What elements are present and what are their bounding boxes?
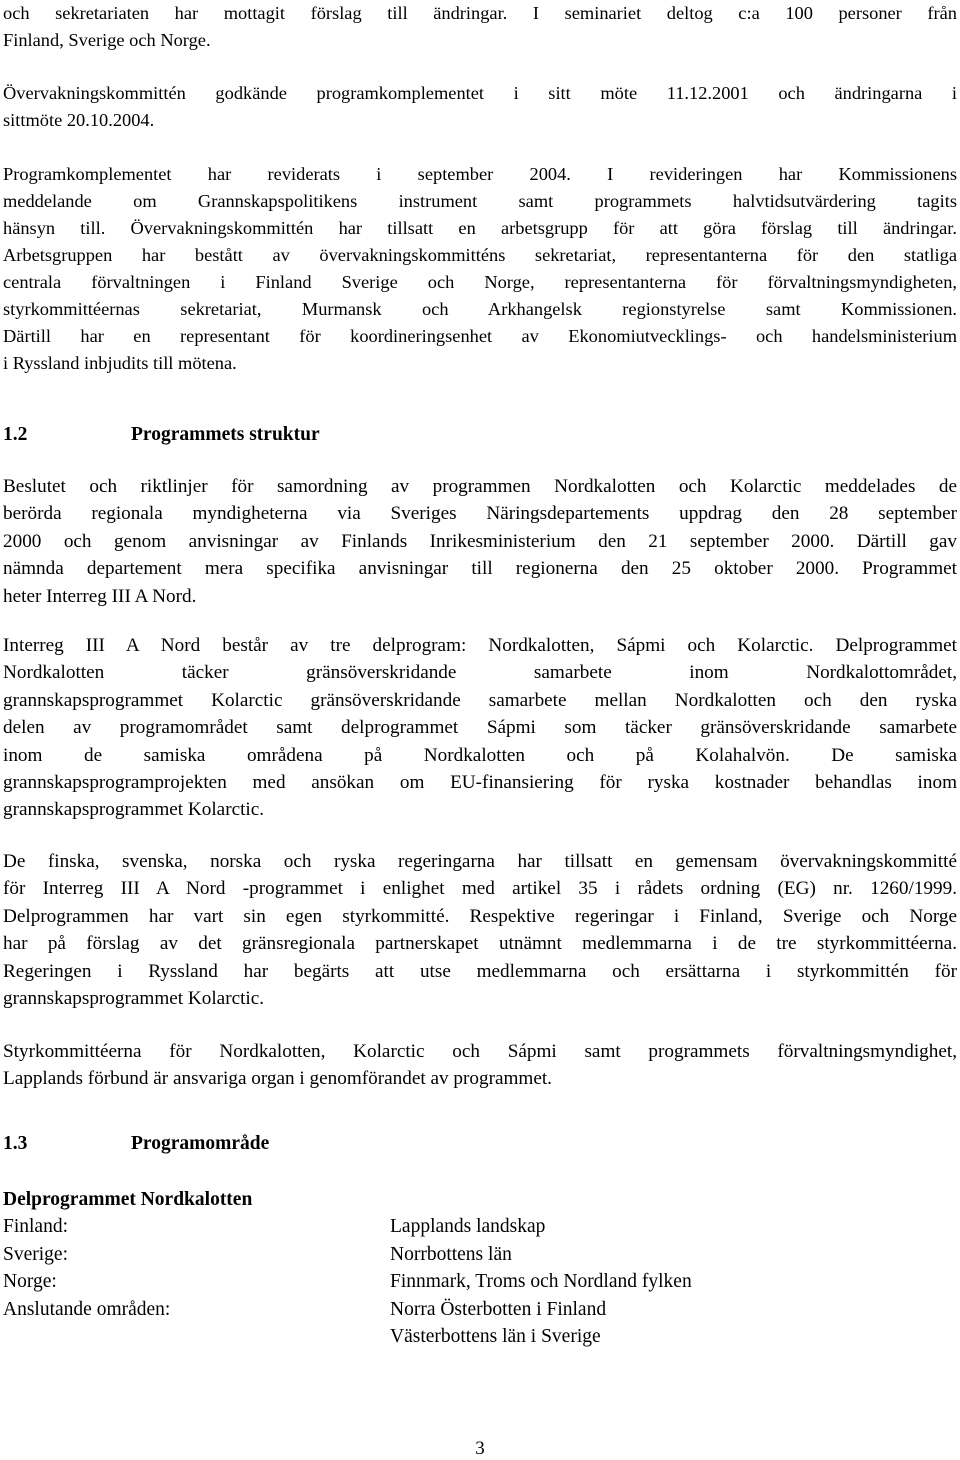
paragraph-seminar — [3, 0, 957, 54]
text-line: berörda regionala myndigheterna via Sveriges Näringsdepartements uppdrag den 28 september — [3, 503, 957, 525]
text-line: Lapplands förbund är ansvariga organ i genomförandet av programmet. — [3, 1068, 552, 1090]
section-number: 1.2 — [3, 424, 28, 445]
table-subheading: Delprogrammet Nordkalotten — [3, 1189, 253, 1210]
text-line: 2000 och genom anvisningar av Finlands Inrikesministerium den 21 september 2000. Därtill gav — [3, 530, 957, 552]
text-line: Interreg III A Nord består av tre delprogram: Nordkalotten, Sápmi och Kolarctic. Delprogrammet — [3, 635, 957, 656]
text-line: har på förslag av det gränsregionala partnerskapet utnämnt medlemmarna i de tre styrkommittéerna. — [3, 933, 957, 955]
region-label: Sverige: — [3, 1243, 68, 1265]
region-value: Västerbottens län i Sverige — [390, 1326, 601, 1348]
text-line: styrkommittéernas sekretariat, Murmansk och Arkhangelsk regionstyrelse samt Kommissionen. — [3, 299, 957, 319]
text-line: delen av programområdet samt delprogrammet Sápmi som täcker gränsöverskridande samarbete — [3, 717, 957, 739]
paragraph-revision — [3, 161, 957, 377]
text-line: för Interreg III A Nord -programmet i enlighet med artikel 35 i rådets ordning (EG) nr. 1260/1999. — [3, 878, 957, 900]
text-line: Beslutet och riktlinjer för samordning av programmen Nordkalotten och Kolarctic meddelades de — [3, 476, 957, 497]
section-title: Programområde — [131, 1133, 270, 1154]
text-line: Styrkommittéerna för Nordkalotten, Kolarctic och Sápmi samt programmets förvaltningsmyndighet, — [3, 1041, 957, 1062]
text-line: Nordkalotten täcker gränsöverskridande samarbete inom Nordkalottområdet, — [3, 662, 957, 684]
paragraph-subprograms — [3, 632, 957, 824]
table-row — [3, 1213, 763, 1240]
region-label: Anslutande områden: — [3, 1298, 171, 1320]
text-line: Övervakningskommittén godkände programkomplementet i sitt möte 11.12.2001 och ändringarna i — [3, 83, 957, 103]
region-value: Lapplands landskap — [390, 1216, 546, 1238]
text-line: Finland, Sverige och Norge. — [3, 30, 211, 50]
text-line: centrala förvaltningen i Finland Sverige och Norge, representanterna för förvaltningsmyndigheten, — [3, 272, 957, 292]
text-line: Delprogrammen har vart sin egen styrkommitté. Respektive regeringar i Finland, Sverige och Norge — [3, 905, 957, 927]
paragraph-committees — [3, 848, 957, 1012]
region-value: Norrbottens län — [390, 1243, 512, 1265]
paragraph-decision — [3, 473, 957, 610]
text-line: Därtill har en representant för koordineringsenhet av Ekonomiutvecklings- och handelsministerium — [3, 326, 957, 346]
text-line: De finska, svenska, norska och ryska regeringarna har tillsatt en gemensam övervakningskommitté — [3, 851, 957, 872]
text-line: grannskapsprogramprojekten med ansökan om EU-finansiering för ryska kostnader behandlas inom — [3, 772, 957, 794]
text-line: och sekretariaten har mottagit förslag till ändringar. I seminariet deltog c:a 100 personer från — [3, 3, 957, 23]
region-value: Norra Österbotten i Finland — [390, 1298, 607, 1320]
table-row — [3, 1241, 763, 1268]
text-line: Regeringen i Ryssland har begärts att utse medlemmarna och ersättarna i styrkommittén för — [3, 960, 957, 982]
text-line: hänsyn till. Övervakningskommittén har tillsatt en arbetsgrupp för att göra förslag till ändringar. — [3, 218, 957, 238]
paragraph-responsible-bodies — [3, 1038, 957, 1093]
text-line: Programkomplementet har reviderats i september 2004. I revideringen har Kommissionens — [3, 164, 957, 184]
text-line: nämnda departement mera specifika anvisningar till regionerna den 25 oktober 2000. Programmet — [3, 558, 957, 580]
paragraph-approval — [3, 80, 957, 134]
text-line: grannskapsprogrammet Kolarctic. — [3, 799, 265, 821]
section-heading-1-3 — [3, 1133, 269, 1155]
section-heading-1-2 — [3, 424, 320, 446]
text-line: grannskapsprogrammet Kolarctic gränsöverskridande samarbete mellan Nordkalotten och den ryska — [3, 689, 957, 711]
text-line: heter Interreg III A Nord. — [3, 585, 197, 607]
program-area-table — [3, 1186, 763, 1350]
text-line: Arbetsgruppen har bestått av övervakningskommitténs sekretariat, representanterna för den statliga — [3, 245, 957, 265]
table-row — [3, 1268, 763, 1295]
text-line: inom de samiska områdena på Nordkalotten och på Kolahalvön. De samiska — [3, 744, 957, 766]
page-number: 3 — [475, 1438, 485, 1459]
text-line: i Ryssland inbjudits till mötena. — [3, 353, 237, 373]
text-line: sittmöte 20.10.2004. — [3, 110, 155, 130]
region-label: Finland: — [3, 1216, 69, 1238]
section-title: Programmets struktur — [131, 424, 320, 445]
text-line: grannskapsprogrammet Kolarctic. — [3, 988, 265, 1010]
table-row — [3, 1296, 763, 1323]
table-row — [3, 1323, 763, 1350]
region-value: Finnmark, Troms och Nordland fylken — [390, 1271, 692, 1293]
text-line: meddelande om Grannskapspolitikens instrument samt programmets halvtidsutvärdering tagits — [3, 191, 957, 211]
section-number: 1.3 — [3, 1133, 28, 1154]
region-label: Norge: — [3, 1271, 57, 1293]
region-label — [3, 1323, 390, 1350]
